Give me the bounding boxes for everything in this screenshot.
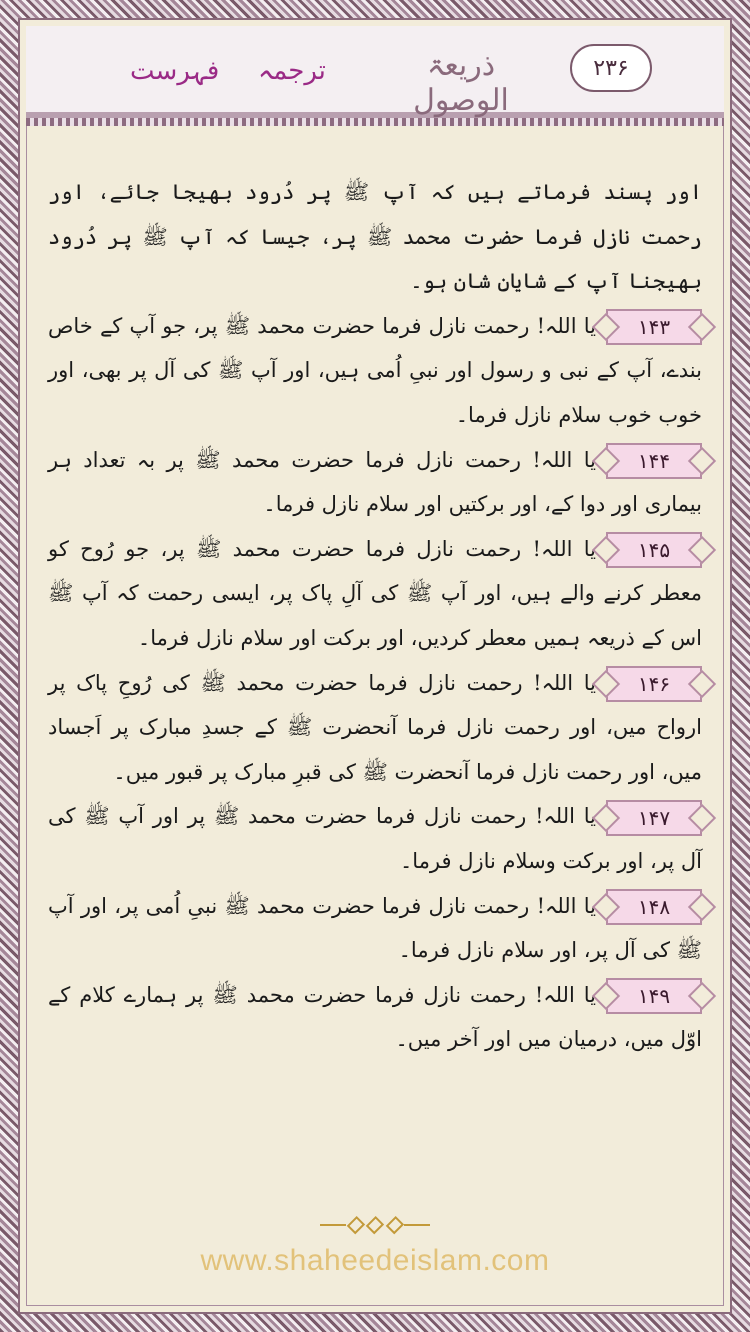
- paragraph-text: یا اللہ! رحمت نازل فرما حضرت محمد ﷺ پر بہ تعداد ہر بیماری اور دوا کے، اور برکتیں اور سلام نازل فرما۔: [48, 447, 702, 517]
- index-link[interactable]: فہرست: [130, 56, 220, 86]
- paragraph-148: [48, 884, 702, 973]
- page-content: [48, 170, 702, 1062]
- paragraph-text: یا اللہ! رحمت نازل فرما حضرت محمد ﷺ پر ہمارے کلام کے اوّل میں، درمیان میں اور آخر میں۔: [48, 982, 702, 1052]
- paragraph-number-badge: ۱۴۸: [606, 889, 702, 925]
- paragraph-number-badge: ۱۴۴: [606, 443, 702, 479]
- paragraph-number-badge: ۱۴۹: [606, 978, 702, 1014]
- paragraph-145: [48, 527, 702, 661]
- paragraph-text: یا اللہ! رحمت نازل فرما حضرت محمد ﷺ پر اور آپ ﷺ کی آل پر، اور برکت وسلام نازل فرما۔: [48, 804, 702, 873]
- paragraph-143: [48, 304, 702, 438]
- page-header: [26, 26, 724, 118]
- book-title: ذریعۃ الوصول: [413, 48, 509, 118]
- paragraph-number-badge: ۱۴۷: [606, 800, 702, 836]
- footer-website-link[interactable]: www.shaheedeislam.com: [200, 1244, 550, 1277]
- paragraph-text: یا اللہ! رحمت نازل فرما حضرت محمد ﷺ کی رُوحِ پاک پر ارواح میں، اور رحمت نازل فرما آنحضرت ﷺ کے جسدِ مبارک پر اَجساد میں، اور رحمت نازل فرما آنحضرت ﷺ کی قبرِ مبارک پر قبور میں۔: [48, 670, 702, 784]
- paragraph-147: [48, 794, 702, 883]
- paragraph-number-badge: ۱۴۳: [606, 309, 702, 345]
- paragraph-number-badge: ۱۴۵: [606, 532, 702, 568]
- paragraph-144: [48, 438, 702, 527]
- page-number: ۲۳۶: [570, 44, 652, 92]
- paragraph-text: یا اللہ! رحمت نازل فرما حضرت محمد ﷺ نبیِ اُمی پر، اور آپ ﷺ کی آل پر، اور سلام نازل فرما۔: [48, 893, 702, 963]
- paragraph-number-badge: ۱۴۶: [606, 666, 702, 702]
- paragraph-146: [48, 661, 702, 795]
- paragraph-149: [48, 973, 702, 1062]
- paragraph-text: یا اللہ! رحمت نازل فرما حضرت محمد ﷺ پر، جو آپ کے خاص بندے، آپ کے نبی و رسول اور نبیِ اُمی ہیں، اور آپ ﷺ کی آل پر بھی، اور خوب خوب سلام نازل فرما۔: [48, 313, 702, 427]
- intro-paragraph: اور پسند فرماتے ہیں کہ آپ ﷺ پر دُرود بھیجا جائے، اور رحمت نازل فرما حضرت محمد ﷺ پر، جیسا کہ آپ ﷺ پر دُرود بھیجنا آپ کے شایانِ شان ہو۔: [48, 180, 702, 294]
- divider-ornament-icon: [320, 1218, 430, 1232]
- translation-link[interactable]: ترجمہ: [258, 56, 326, 86]
- paragraph-text: یا اللہ! رحمت نازل فرما حضرت محمد ﷺ پر، جو رُوح کو معطر کرنے والے ہیں، اور آپ ﷺ کی آلِ پاک پر، ایسی رحمت کہ آپ ﷺ اس کے ذریعہ ہمیں معطر کردیں، اور برکت اور سلام نازل فرما۔: [48, 536, 702, 650]
